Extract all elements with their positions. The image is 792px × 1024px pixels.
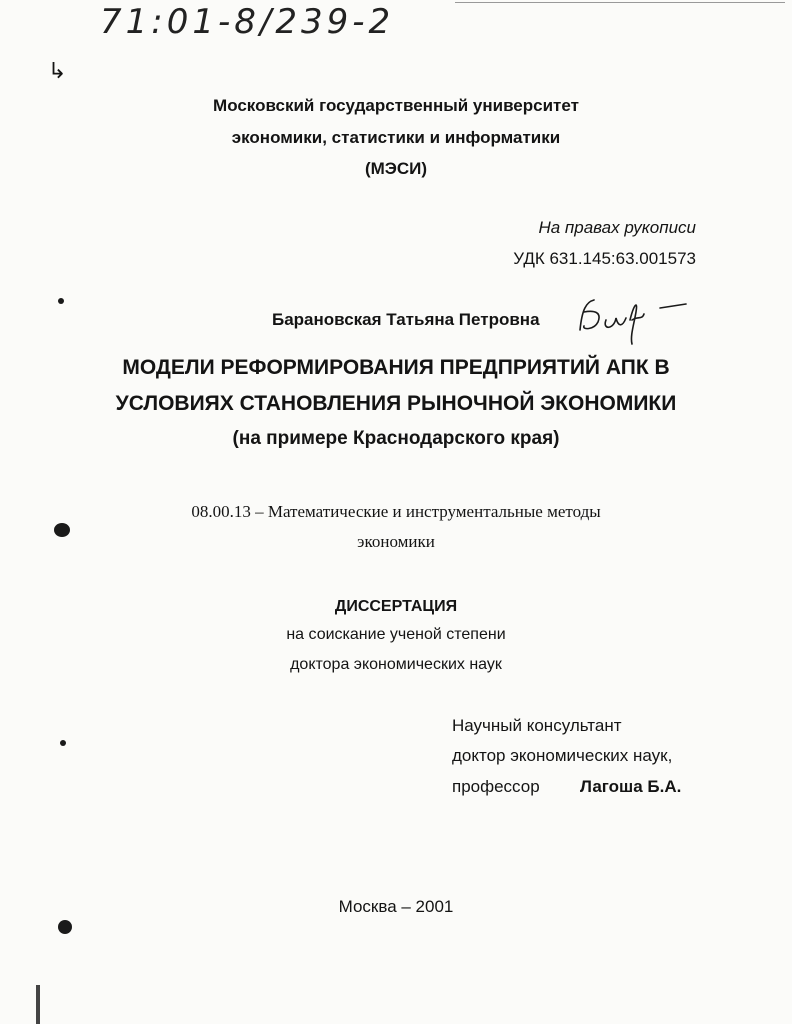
- consultant-title: профессор: [452, 777, 540, 796]
- degree-line1: на соискание ученой степени: [286, 626, 506, 643]
- university-abbreviation: (МЭСИ): [364, 159, 428, 178]
- consultant-name: Лагоша Б.А.: [580, 777, 682, 796]
- specialty-line2: экономики: [357, 532, 435, 551]
- university-name-line1: Московский государственный университет: [213, 96, 579, 115]
- manuscript-rights: На правах рукописи: [538, 218, 696, 237]
- scan-edge: [36, 985, 40, 1024]
- consultant-label: Научный консультант: [452, 716, 622, 735]
- specialty-line1: 08.00.13 – Математические и инструментальные методы: [191, 502, 601, 521]
- consultant-degree: доктор экономических наук,: [452, 746, 673, 765]
- handwritten-number: 71:01-8/239-2: [100, 2, 395, 42]
- title-subtitle: (на примере Краснодарского края): [232, 428, 560, 449]
- title-line1: МОДЕЛИ РЕФОРМИРОВАНИЯ ПРЕДПРИЯТИЙ АПК В: [122, 356, 670, 379]
- university-name-line2: экономики, статистики и информатики: [231, 128, 561, 147]
- degree-line2: доктора экономических наук: [290, 656, 502, 673]
- scan-dot: [60, 740, 66, 746]
- title-line2: УСЛОВИЯХ СТАНОВЛЕНИЯ РЫНОЧНОЙ ЭКОНОМИКИ: [115, 392, 677, 415]
- document-type: ДИССЕРТАЦИЯ: [334, 598, 458, 615]
- author-name: Барановская Татьяна Петровна: [272, 310, 540, 329]
- udk-code: УДК 631.145:63.001573: [513, 249, 696, 268]
- scan-blot: [58, 920, 72, 934]
- top-rule: [455, 2, 785, 3]
- signature-icon: [572, 290, 692, 346]
- scan-dot: [58, 298, 64, 304]
- place-year: Москва – 2001: [338, 897, 454, 916]
- margin-mark-icon: ↳: [48, 58, 67, 83]
